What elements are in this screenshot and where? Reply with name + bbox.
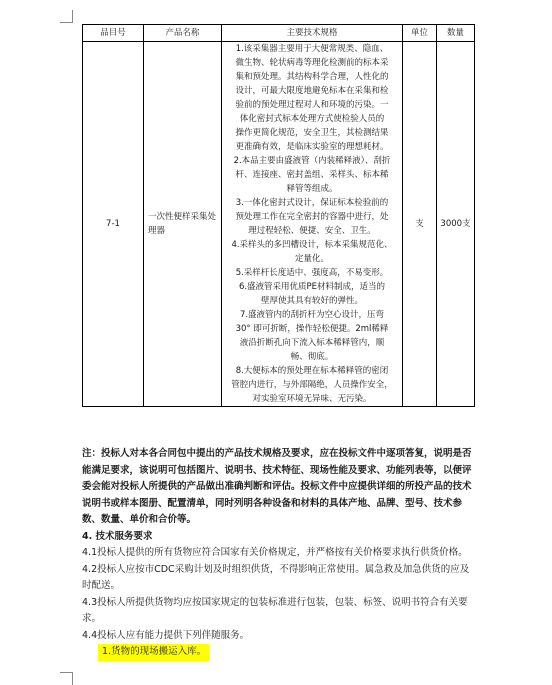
spec-line: 液沿折断孔向下流入标本稀释管内，顺: [239, 338, 385, 348]
cell-technical-spec: [222, 42, 403, 407]
spec-line: 定量化。: [294, 254, 329, 264]
requirements-section: [82, 446, 474, 661]
cell-product-name: [144, 42, 222, 407]
section-heading: 4. 技术服务要求: [82, 530, 153, 542]
spec-line: 对实验室环境无异味、无污染。: [252, 394, 372, 404]
highlight-text: 1.货物的现场搬运入库。: [98, 644, 209, 661]
cell-quantity: 3000支: [437, 42, 475, 407]
spec-line: 操作更简化规范，安全卫生，其检测结果: [235, 128, 389, 138]
spec-line: 释管等组成。: [286, 184, 338, 194]
spec-line: 畅、彻底。: [290, 352, 334, 362]
spec-line: 2.本品主要由盛液管（内装稀释液）、刮折: [233, 156, 391, 166]
list-item: 4.1投标人提供的所有货物应符合国家有关价格规定，并严格按有关价格要求执行供货价格。: [82, 547, 468, 558]
spec-line: 5.采样杆长度适中、强度高，不易变形。: [235, 268, 389, 278]
spec-line: 理过程轻松、便捷、安全、卫生。: [248, 226, 376, 236]
crop-mark-top-left: [60, 10, 73, 23]
spec-line: 预处理工作在完全密封的容器中进行，处: [235, 212, 389, 222]
list-item: 4.4投标人应有能力提供下列伴随服务。: [82, 629, 250, 641]
spec-line: 7.盛液管内的刮折杆为空心设计，压弯: [239, 310, 385, 320]
spec-line: 30° 即可折断，操作轻松便捷。2ml稀释: [235, 324, 389, 334]
header-item-no: 品目号: [83, 25, 144, 42]
spec-table: [82, 24, 475, 407]
spec-line: 6.盛液管采用优质PE材料制成，适当的: [238, 282, 386, 292]
spec-line: 集和预处理。其结构科学合理，人性化的: [235, 72, 389, 82]
header-product-name: 产品名称: [144, 25, 222, 42]
list-item: 4.3投标人所提供货物均应按国家规定的包装标准进行包装，包装、标签、说明书符合有关要求。: [82, 596, 468, 624]
cell-unit: 支: [403, 42, 437, 407]
header-technical-spec: 主要技术规格: [222, 25, 403, 42]
crop-mark-bottom-left: [60, 672, 73, 685]
bid-note: 注：投标人对本各合同包中提出的产品技术规格及要求，应在投标文件中逐项答复，说明是否能满足要求，该说明可包括图片、说明书、技术特征、现场性能及要求、功能列表等，以便评委会能对投标人所提供的产品做出准确判断和评估。投标文件中应提供详细的所投产品的技术说明书或样本图册、配置清单，同时列明各种设备和材料的具体产地、品牌、型号、技术参数、数量、单价和合价等。: [82, 448, 472, 525]
header-quantity: 数量: [437, 25, 475, 42]
highlighted-list-item: [82, 644, 474, 661]
spec-line: 4.采样头的多凹槽设计，标本采集规范化、: [231, 240, 393, 250]
spec-line: 壁厚使其具有较好的弹性。: [260, 296, 363, 306]
table-row: [83, 42, 475, 407]
spec-line: 杆、连接座、密封盖组、采样头、标本稀: [235, 170, 389, 180]
spec-line: 更准确有效，是临床实验室的理想耗材。: [235, 142, 389, 152]
spec-line: 微生物、轮状病毒等理化检测前的标本采: [235, 58, 389, 68]
list-item: 4.2投标人应按市CDC采购计划及时组织供货，不得影响正常使用。属急救及加急供货的应及时配送。: [82, 563, 470, 591]
spec-line: 8.大便标本的预处理在标本稀释管的密闭: [235, 366, 389, 376]
spec-line: 体化密封式标本处理方式使检验人员的: [239, 114, 385, 124]
spec-line: 验前的预处理过程对人和环境的污染。一: [235, 100, 389, 110]
spec-table-header-row: [83, 25, 475, 42]
spec-line: 1.该采集器主要用于大便常规类、隐血、: [235, 44, 389, 54]
cell-item-no: 7-1: [83, 42, 144, 407]
header-unit: 单位: [403, 25, 437, 42]
spec-line: 设计，可最大限度地避免标本在采集和检: [235, 86, 389, 96]
spec-line: 3.一体化密封式设计，保证标本检验前的: [235, 198, 389, 208]
product-name-text: 一次性便样采集处理器: [148, 212, 217, 236]
spec-line: 管腔内进行，与外部隔绝，人员操作安全，: [231, 380, 393, 390]
